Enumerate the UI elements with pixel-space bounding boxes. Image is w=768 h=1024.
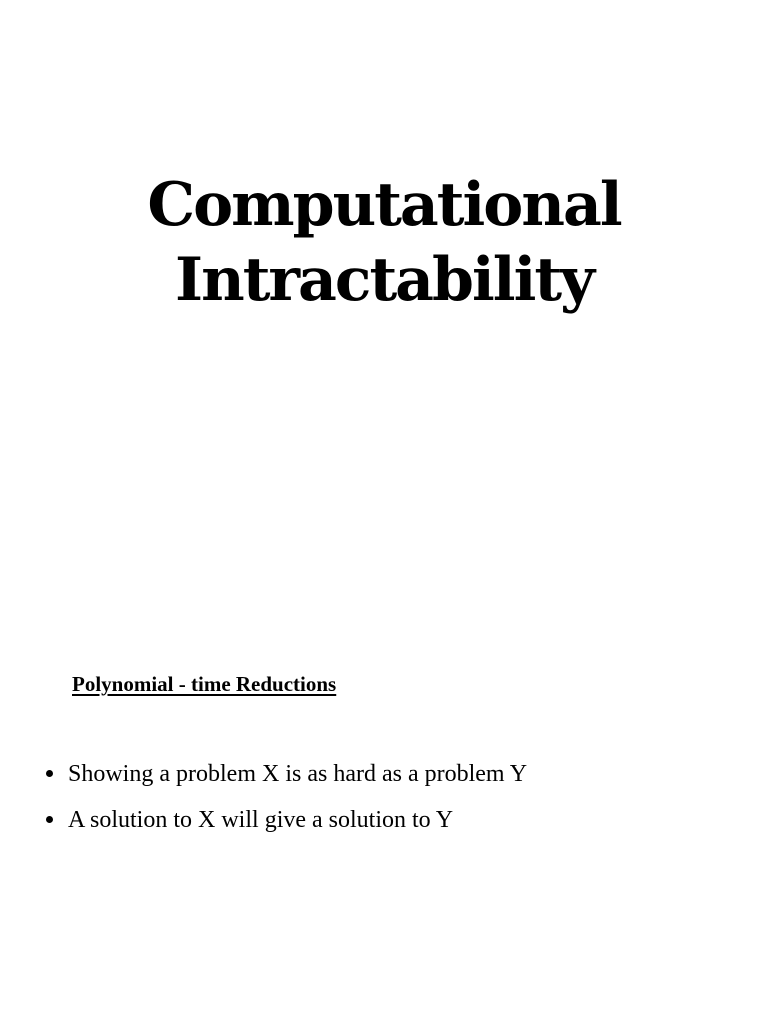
- section-subtitle: Polynomial - time Reductions: [72, 672, 337, 696]
- bullet-item: [40, 758, 527, 804]
- bullet-text: Showing a problem X is as hard as a problem Y: [68, 761, 528, 787]
- bullet-text: A solution to X will give a solution to Y: [68, 807, 454, 833]
- bullet-dot-icon: [46, 816, 53, 823]
- slide-title-line-1: Computational: [147, 170, 621, 240]
- bullet-dot-icon: [46, 770, 53, 777]
- bullet-list: [40, 758, 527, 850]
- bullet-item: [40, 804, 527, 850]
- slide-title: [0, 168, 768, 318]
- slide-title-line-2: Intractability: [175, 245, 593, 315]
